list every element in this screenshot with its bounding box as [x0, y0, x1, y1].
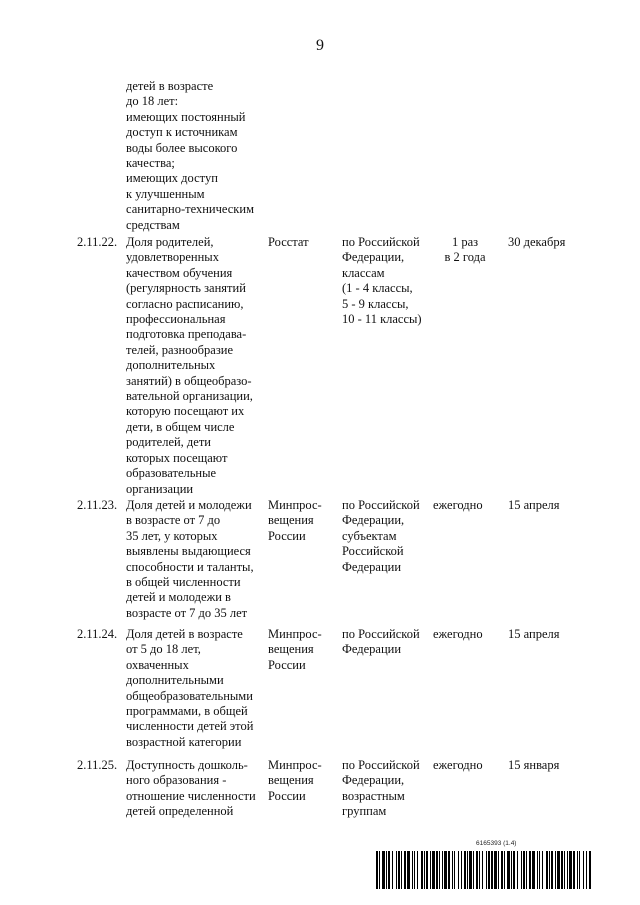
barcode-bar — [376, 851, 378, 889]
barcode-bar — [404, 851, 406, 889]
barcode-bar — [473, 851, 474, 889]
text-line: по Российской — [342, 498, 420, 512]
barcode-bar — [555, 851, 556, 889]
text-line: охваченных — [126, 657, 189, 672]
text-line: удовлетворенных — [126, 250, 219, 265]
text-line: телей, разнообразие — [126, 342, 233, 357]
barcode-bar — [424, 851, 425, 889]
barcode-bar — [573, 851, 575, 889]
text-line: по Российской — [342, 758, 420, 772]
responsible-agency — [268, 758, 322, 804]
text-line: согласно расписанию, — [126, 296, 244, 311]
barcode-bar — [386, 851, 387, 889]
responsible-agency — [268, 627, 322, 673]
detail-level — [342, 235, 422, 327]
text-line: санитарно-техническим — [126, 202, 254, 217]
barcode-bar — [430, 851, 431, 889]
text-line: России — [268, 528, 306, 543]
text-line: возрастным — [342, 788, 405, 803]
text-line: общеобразовательными — [126, 688, 253, 703]
detail-level — [342, 498, 420, 575]
barcode-bar — [414, 851, 415, 889]
barcode-bar — [467, 851, 468, 889]
text-line: качества; — [126, 156, 175, 171]
barcode-bar — [511, 851, 512, 889]
text-line: от 5 до 18 лет, — [126, 642, 201, 657]
text-line: вательной организации, — [126, 389, 253, 404]
barcode-bar — [436, 851, 438, 889]
barcode-bar — [523, 851, 525, 889]
text-line: возрастной категории — [126, 734, 242, 749]
detail-level — [342, 627, 420, 658]
barcode-bar — [426, 851, 428, 889]
row-number: 2.11.25. — [77, 758, 118, 772]
text-line: дополнительных — [126, 358, 216, 373]
barcode-bar — [432, 851, 435, 889]
barcode-bar — [577, 851, 578, 889]
text-line: 35 лет, у которых — [126, 528, 218, 543]
row-number: 2.11.22. — [77, 235, 118, 249]
text-line: 5 - 9 классы, — [342, 296, 409, 311]
indicator-name — [126, 758, 256, 820]
barcode-bar — [421, 851, 423, 889]
text-line: способности и таланты, — [126, 559, 254, 574]
barcode-bar — [458, 851, 459, 889]
text-line: детей и молодежи в — [126, 590, 231, 605]
barcode-bar — [532, 851, 535, 889]
text-line: занятий) в общеобразо- — [126, 373, 252, 388]
barcode-bar — [589, 851, 591, 889]
text-line: Федерации, — [342, 773, 405, 788]
periodicity — [433, 498, 497, 513]
text-line: доступ к источникам — [126, 125, 238, 140]
deadline — [508, 758, 559, 773]
barcode-bar — [439, 851, 440, 889]
periodicity — [433, 758, 497, 773]
text-line: имеющих доступ — [126, 171, 218, 186]
text-line: родителей, дети — [126, 435, 211, 450]
indicator-name — [126, 627, 253, 750]
text-line: детей в возрасте — [126, 79, 214, 93]
detail-level — [342, 758, 420, 820]
barcode-bar — [396, 851, 397, 889]
deadline — [508, 627, 559, 642]
text-line: средствам — [126, 217, 180, 232]
text-line: ного образования - — [126, 773, 227, 788]
text-line: Федерации, — [342, 513, 405, 528]
text-line: 15 апреля — [508, 627, 560, 641]
text-line: в общей численности — [126, 575, 241, 590]
barcode-bar — [444, 851, 447, 889]
barcode-icon — [376, 851, 591, 889]
text-line: имеющих постоянный — [126, 109, 246, 124]
barcode-bar — [407, 851, 410, 889]
text-line: (1 - 4 классы, — [342, 281, 413, 296]
text-line: по Российской — [342, 235, 420, 249]
text-line: выявлены выдающиеся — [126, 544, 251, 559]
text-line: Росстат — [268, 235, 309, 249]
text-line: численности детей этой — [126, 719, 254, 734]
text-line: подготовка преподава- — [126, 327, 247, 342]
text-line: Российской — [342, 544, 404, 559]
barcode-bar — [479, 851, 480, 889]
text-line: в 2 года — [444, 250, 486, 265]
text-line: до 18 лет: — [126, 94, 179, 109]
text-line: профессиональная — [126, 312, 226, 327]
text-line: субъектам — [342, 528, 397, 543]
row-number: 2.11.24. — [77, 627, 118, 641]
text-line: 1 раз — [451, 235, 479, 249]
barcode-bar — [521, 851, 522, 889]
continued-indicator-text — [126, 79, 266, 233]
text-line: программами, в общей — [126, 704, 248, 719]
text-line: детей определенной — [126, 804, 234, 819]
barcode-bar — [494, 851, 497, 889]
text-line: к улучшенным — [126, 186, 205, 201]
barcode-bar — [491, 851, 493, 889]
text-line: Федерации — [342, 559, 402, 574]
barcode-bar — [382, 851, 385, 889]
periodicity — [433, 235, 497, 266]
text-line: 15 января — [508, 758, 560, 772]
text-line: вещения — [268, 773, 314, 788]
barcode-bar — [448, 851, 450, 889]
text-line: классам — [342, 265, 385, 280]
text-line: России — [268, 657, 306, 672]
barcode-bar — [539, 851, 540, 889]
periodicity — [433, 627, 497, 642]
text-line: Доля детей и молодежи — [126, 498, 252, 512]
text-line: ежегодно — [433, 627, 483, 641]
barcode-bar — [551, 851, 553, 889]
text-line: качеством обучения — [126, 265, 233, 280]
text-line: группам — [342, 804, 387, 819]
indicator-name — [126, 235, 253, 497]
barcode-bar — [557, 851, 560, 889]
text-line: Федерации, — [342, 250, 405, 265]
text-line: Доля детей в возрасте — [126, 627, 243, 641]
barcode-bar — [564, 851, 565, 889]
barcode-bar — [549, 851, 550, 889]
text-line: ежегодно — [433, 758, 483, 772]
barcode-bar — [442, 851, 443, 889]
responsible-agency — [268, 235, 309, 250]
barcode-bar — [504, 851, 505, 889]
deadline — [508, 498, 559, 513]
barcode-bar — [417, 851, 418, 889]
barcode-bar — [567, 851, 568, 889]
text-line: вещения — [268, 513, 314, 528]
barcode-bar — [388, 851, 390, 889]
barcode-bar — [379, 851, 380, 889]
barcode-bar — [513, 851, 515, 889]
barcode-bar — [526, 851, 527, 889]
barcode-bar — [542, 851, 543, 889]
barcode-bar — [529, 851, 531, 889]
barcode-bar — [507, 851, 510, 889]
text-line: (регулярность занятий — [126, 281, 246, 296]
text-line: по Российской — [342, 627, 420, 641]
text-line: в возрасте от 7 до — [126, 513, 221, 528]
text-line: вещения — [268, 642, 314, 657]
row-number: 2.11.23. — [77, 498, 118, 512]
text-line: Федерации — [342, 642, 402, 657]
text-line: возрасте от 7 до 35 лет — [126, 605, 248, 620]
barcode-bar — [498, 851, 499, 889]
barcode-bar — [579, 851, 580, 889]
text-line: Доля родителей, — [126, 235, 214, 249]
barcode-bar — [501, 851, 503, 889]
barcode-bar — [488, 851, 490, 889]
text-line: Минпрос- — [268, 758, 322, 772]
barcode-bar — [546, 851, 548, 889]
barcode-bar — [454, 851, 455, 889]
responsible-agency — [268, 498, 322, 544]
barcode-bar — [561, 851, 563, 889]
barcode-bar — [583, 851, 584, 889]
barcode-bar — [398, 851, 400, 889]
barcode-bar — [464, 851, 466, 889]
deadline — [508, 235, 565, 250]
text-line: ежегодно — [433, 498, 483, 512]
barcode-bar — [537, 851, 538, 889]
barcode-bar — [486, 851, 487, 889]
text-line: которую посещают их — [126, 404, 245, 419]
text-line: воды более высокого — [126, 140, 238, 155]
barcode-bar — [482, 851, 483, 889]
text-line: 10 - 11 классы) — [342, 312, 422, 327]
text-line: Доступность дошколь- — [126, 758, 248, 772]
barcode-bar — [517, 851, 518, 889]
barcode-area — [376, 840, 591, 900]
text-line: 15 апреля — [508, 498, 560, 512]
barcode-bar — [461, 851, 462, 889]
text-line: дети, в общем числе — [126, 419, 235, 434]
text-line: России — [268, 788, 306, 803]
barcode-bar — [412, 851, 413, 889]
text-line: организации — [126, 481, 194, 496]
barcode-bar — [586, 851, 587, 889]
indicator-name — [126, 498, 254, 621]
text-line: дополнительными — [126, 673, 224, 688]
text-line: образовательные — [126, 466, 217, 481]
barcode-bar — [452, 851, 453, 889]
text-line: Минпрос- — [268, 498, 322, 512]
barcode-bar — [476, 851, 478, 889]
text-line: отношение численности — [126, 788, 256, 803]
page-number: 9 — [316, 37, 324, 54]
barcode-bar — [569, 851, 572, 889]
barcode-bar — [401, 851, 402, 889]
barcode-id: 6165393 (1.4) — [476, 840, 517, 847]
text-line: которых посещают — [126, 450, 228, 465]
text-line: Минпрос- — [268, 627, 322, 641]
barcode-bar — [469, 851, 472, 889]
barcode-bar — [392, 851, 393, 889]
text-line: 30 декабря — [508, 235, 566, 249]
